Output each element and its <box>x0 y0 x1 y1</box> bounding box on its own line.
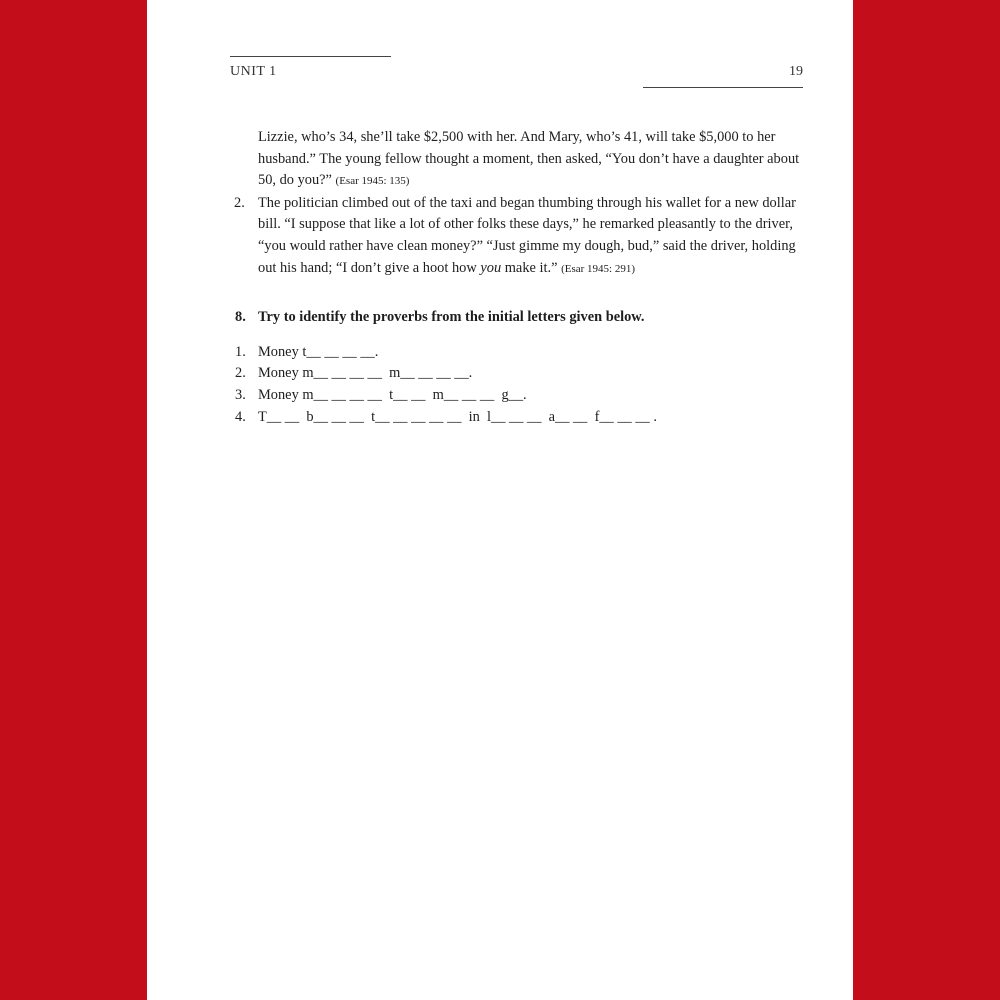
list-item <box>230 342 804 364</box>
list-item <box>230 407 804 429</box>
proverb-number: 4. <box>235 408 246 425</box>
proverb-prompt: T__ __ b__ __ __ t__ __ __ __ __ in l__ __ __ a__ __ f__ __ __ . <box>258 408 657 425</box>
joke-2-text-b: make it.” <box>501 259 558 276</box>
proverb-number: 3. <box>235 386 246 403</box>
page-number: 19 <box>789 64 803 79</box>
joke-1-continuation <box>230 127 804 193</box>
book-page <box>147 0 853 1000</box>
proverb-prompt: Money t__ __ __ __. <box>258 343 379 360</box>
header-rule-left <box>230 56 391 57</box>
header-rule-right <box>643 87 803 88</box>
running-head: UNIT 1 <box>230 64 277 79</box>
proverb-prompt: Money m__ __ __ __ t__ __ m__ __ __ g__. <box>258 386 527 403</box>
proverb-number: 2. <box>235 365 246 382</box>
joke-1-text: Lizzie, who’s 34, she’ll take $2,500 with her. And Mary, who’s 41, will take $5,000 to her husband.” The young fellow thought a moment, then asked, “You don’t have a daughter about 50, do you?” <box>258 129 800 189</box>
exercise-number: 8. <box>235 309 246 326</box>
list-item <box>230 363 804 385</box>
proverb-prompt: Money m__ __ __ __ m__ __ __ __. <box>258 365 473 382</box>
proverb-number: 1. <box>235 343 246 360</box>
list-item <box>230 385 804 407</box>
joke-2-text-a: The politician climbed out of the taxi and began thumbing through his wallet for a new dollar bill. “I suppose that like a lot of other folks these days,” he remarked pleasantly to the driver, “you would rather have clean money?” “Just gimme my dough, bud,” said the driver, holding out his hand; “I don’t give a hoot how <box>258 194 796 276</box>
proverb-list <box>230 342 804 428</box>
joke-2-italic-word: you <box>480 259 502 276</box>
exercise-heading <box>230 307 804 329</box>
joke-2-citation: (Esar 1945: 291) <box>561 262 636 275</box>
joke-1-citation: (Esar 1945: 135) <box>335 175 410 188</box>
joke-2 <box>230 193 804 280</box>
joke-2-number: 2. <box>234 194 245 211</box>
page-body <box>230 127 804 428</box>
exercise-instruction: Try to identify the proverbs from the initial letters given below. <box>258 309 645 326</box>
joke-2-body <box>258 193 804 280</box>
